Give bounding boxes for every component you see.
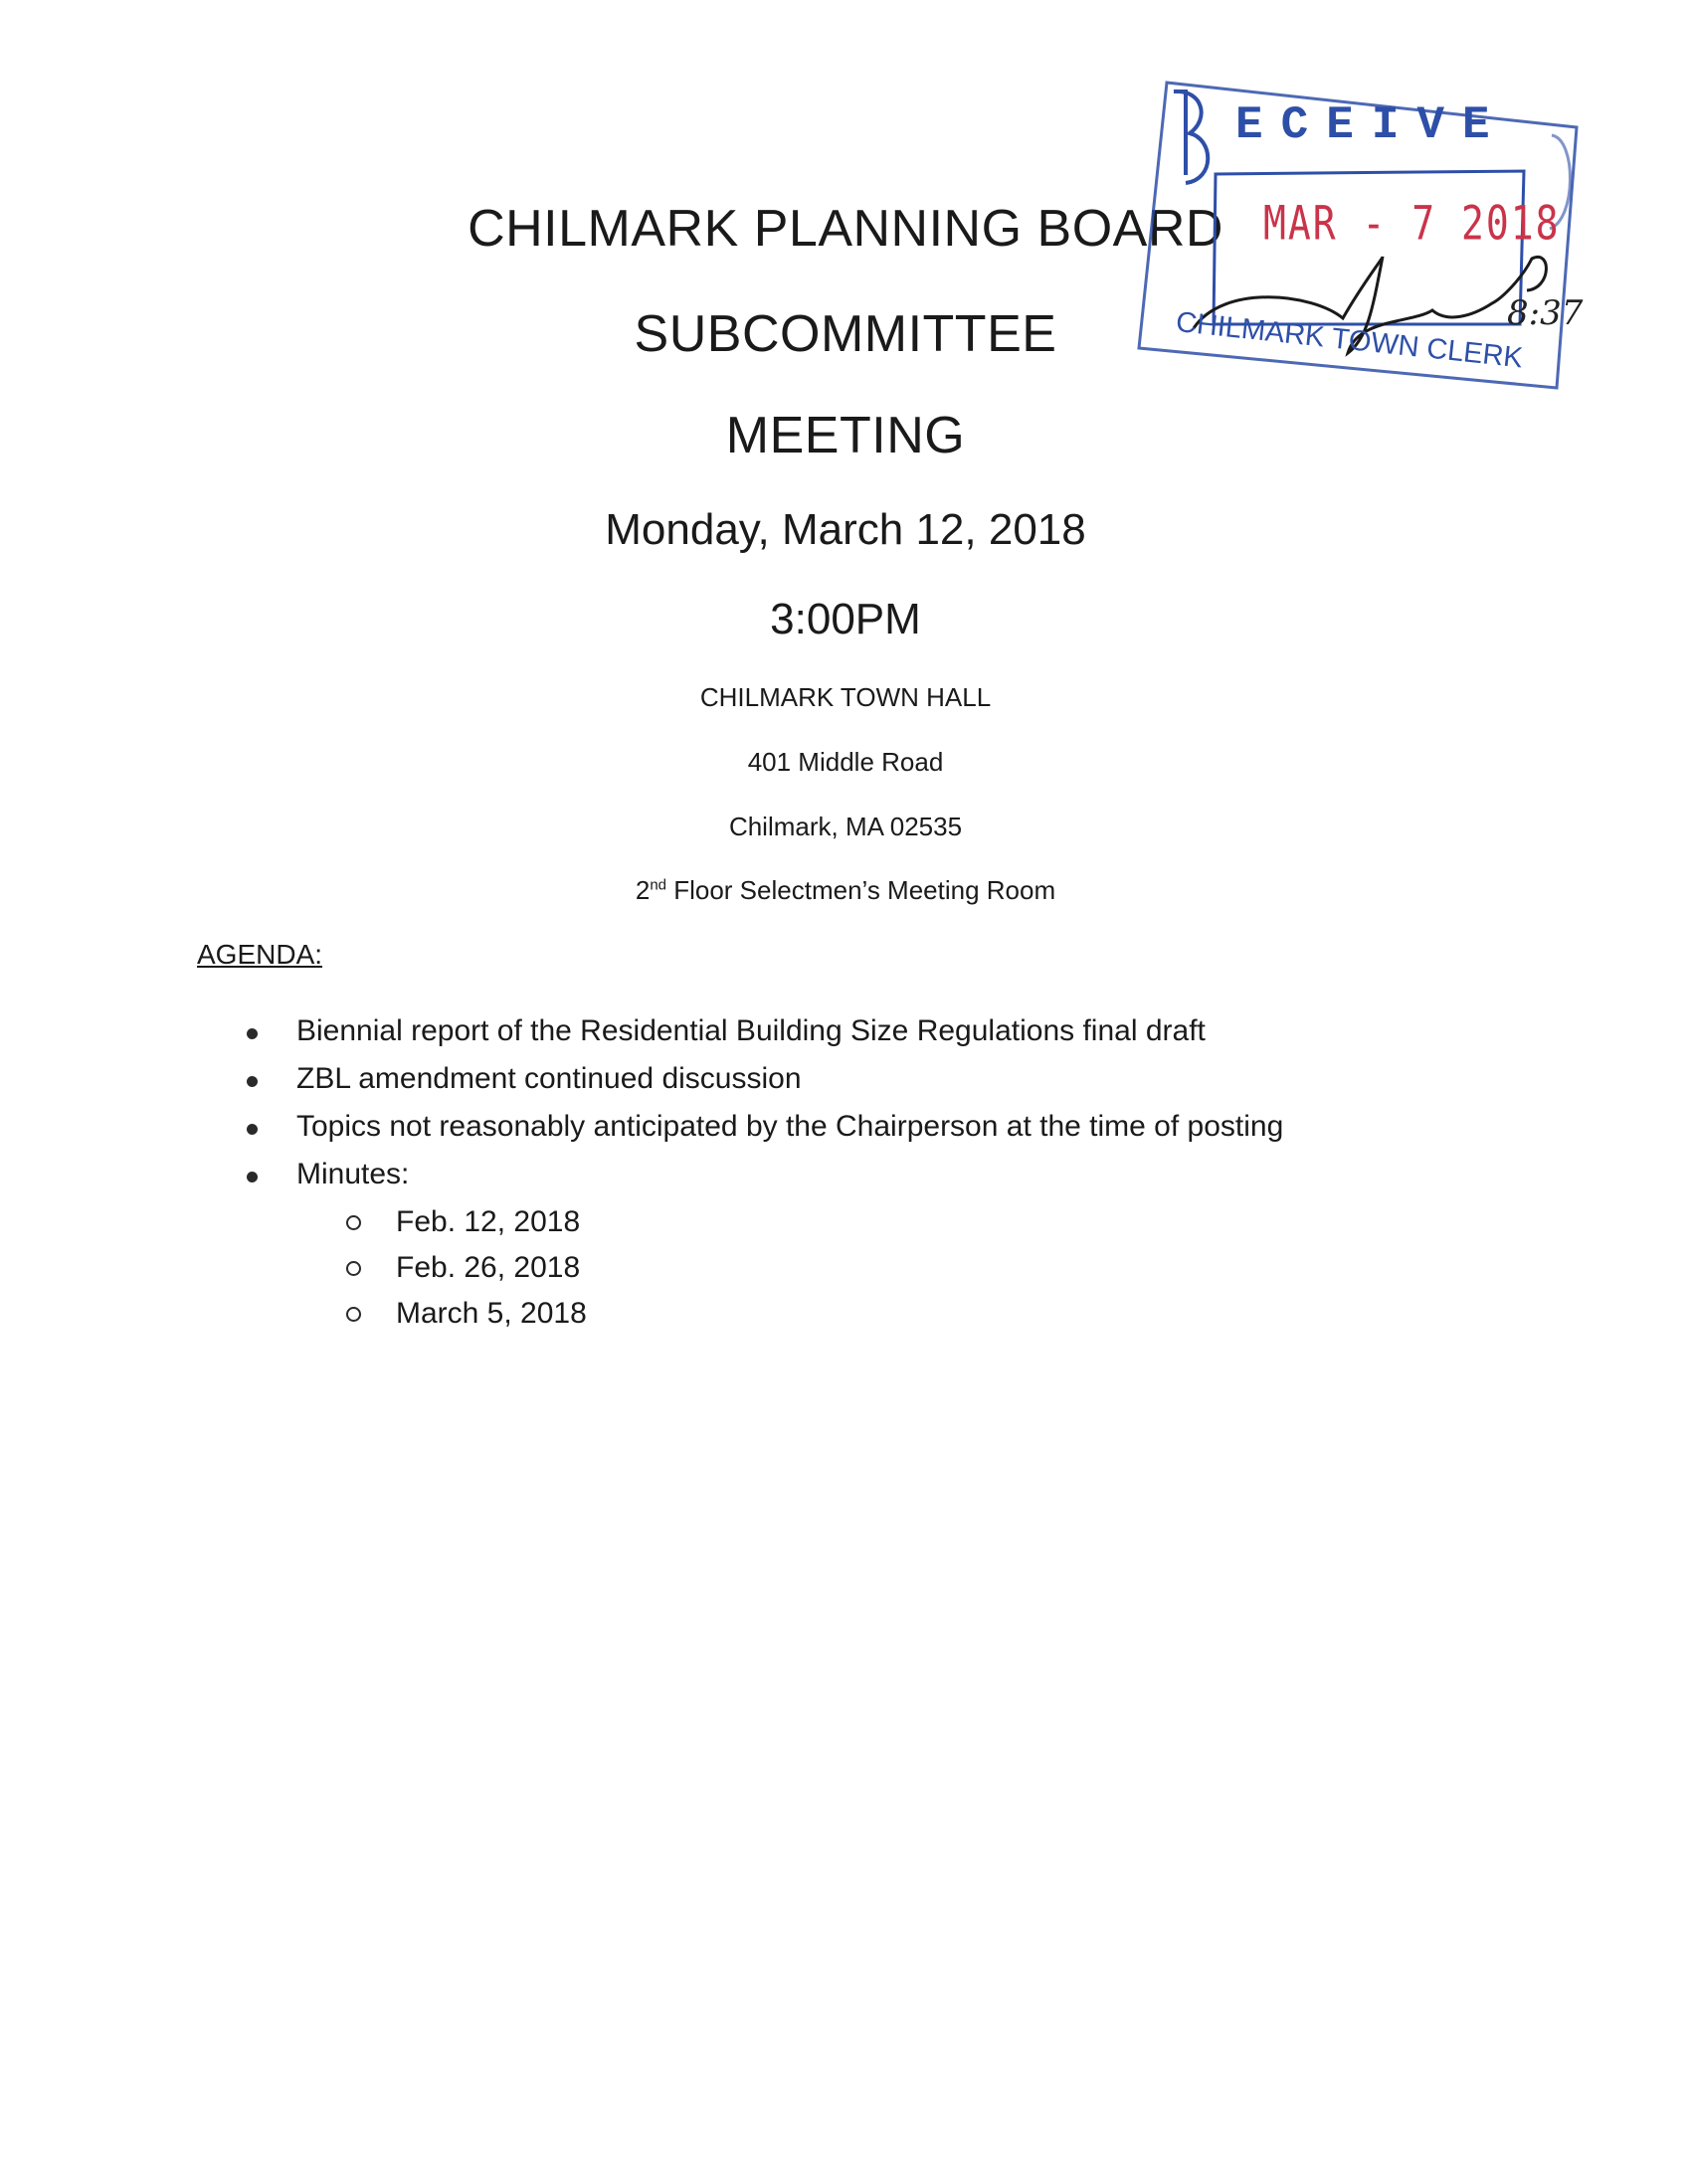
circle-bullet-icon [346,1307,361,1322]
agenda-label: AGENDA: [197,939,323,970]
circle-bullet-icon [346,1215,361,1230]
agenda-document: CHILMARK PLANNING BOARD SUBCOMMITTEE MEETING Monday, March 12, 2018 3:00PM CHILMARK TOWN HALL 401 Middle Road Chilmark, MA 02535 2nd Floor Selectmen’s Meeting Room AGENDA: Biennial report of the Residential Building Size Regulations final draft ZBL amendment continued discussion Topics not reasonably anticipated by the Chairperson at the time of posting Minutes: Feb. 12, 2018 Feb. 26, 2018 March 5, 2018 ECEIVE MAR - 7 2018 CHILMARK TOWN CLERK 8:37 [0,0,1691,2184]
meeting-date: Monday, March 12, 2018 [605,505,1086,554]
city-state-zip: Chilmark, MA 02535 [728,812,963,841]
bullet-icon [247,1124,258,1135]
venue-name: CHILMARK TOWN HALL [699,682,992,712]
bullet-icon [247,1076,258,1087]
stamp-clerk-text: CHILMARK TOWN CLERK [1174,306,1525,375]
meeting-time: 3:00PM [770,595,921,643]
title-line-3: MEETING [725,407,966,464]
street-address: 401 Middle Road [747,747,944,777]
title-line-1: CHILMARK PLANNING BOARD [468,200,1223,258]
circle-bullet-icon [346,1261,361,1276]
stamp-handwritten-time: 8:37 [1507,293,1584,333]
stamp-received-text: ECEIVE [1235,99,1508,151]
received-stamp [1134,80,1592,408]
bullet-icon [247,1172,258,1183]
stamp-date: MAR - 7 2018 [1263,195,1561,251]
bullet-icon [247,1028,258,1039]
title-line-2: SUBCOMMITTEE [634,305,1057,363]
meeting-room: 2nd Floor Selectmen’s Meeting Room [635,875,1056,905]
